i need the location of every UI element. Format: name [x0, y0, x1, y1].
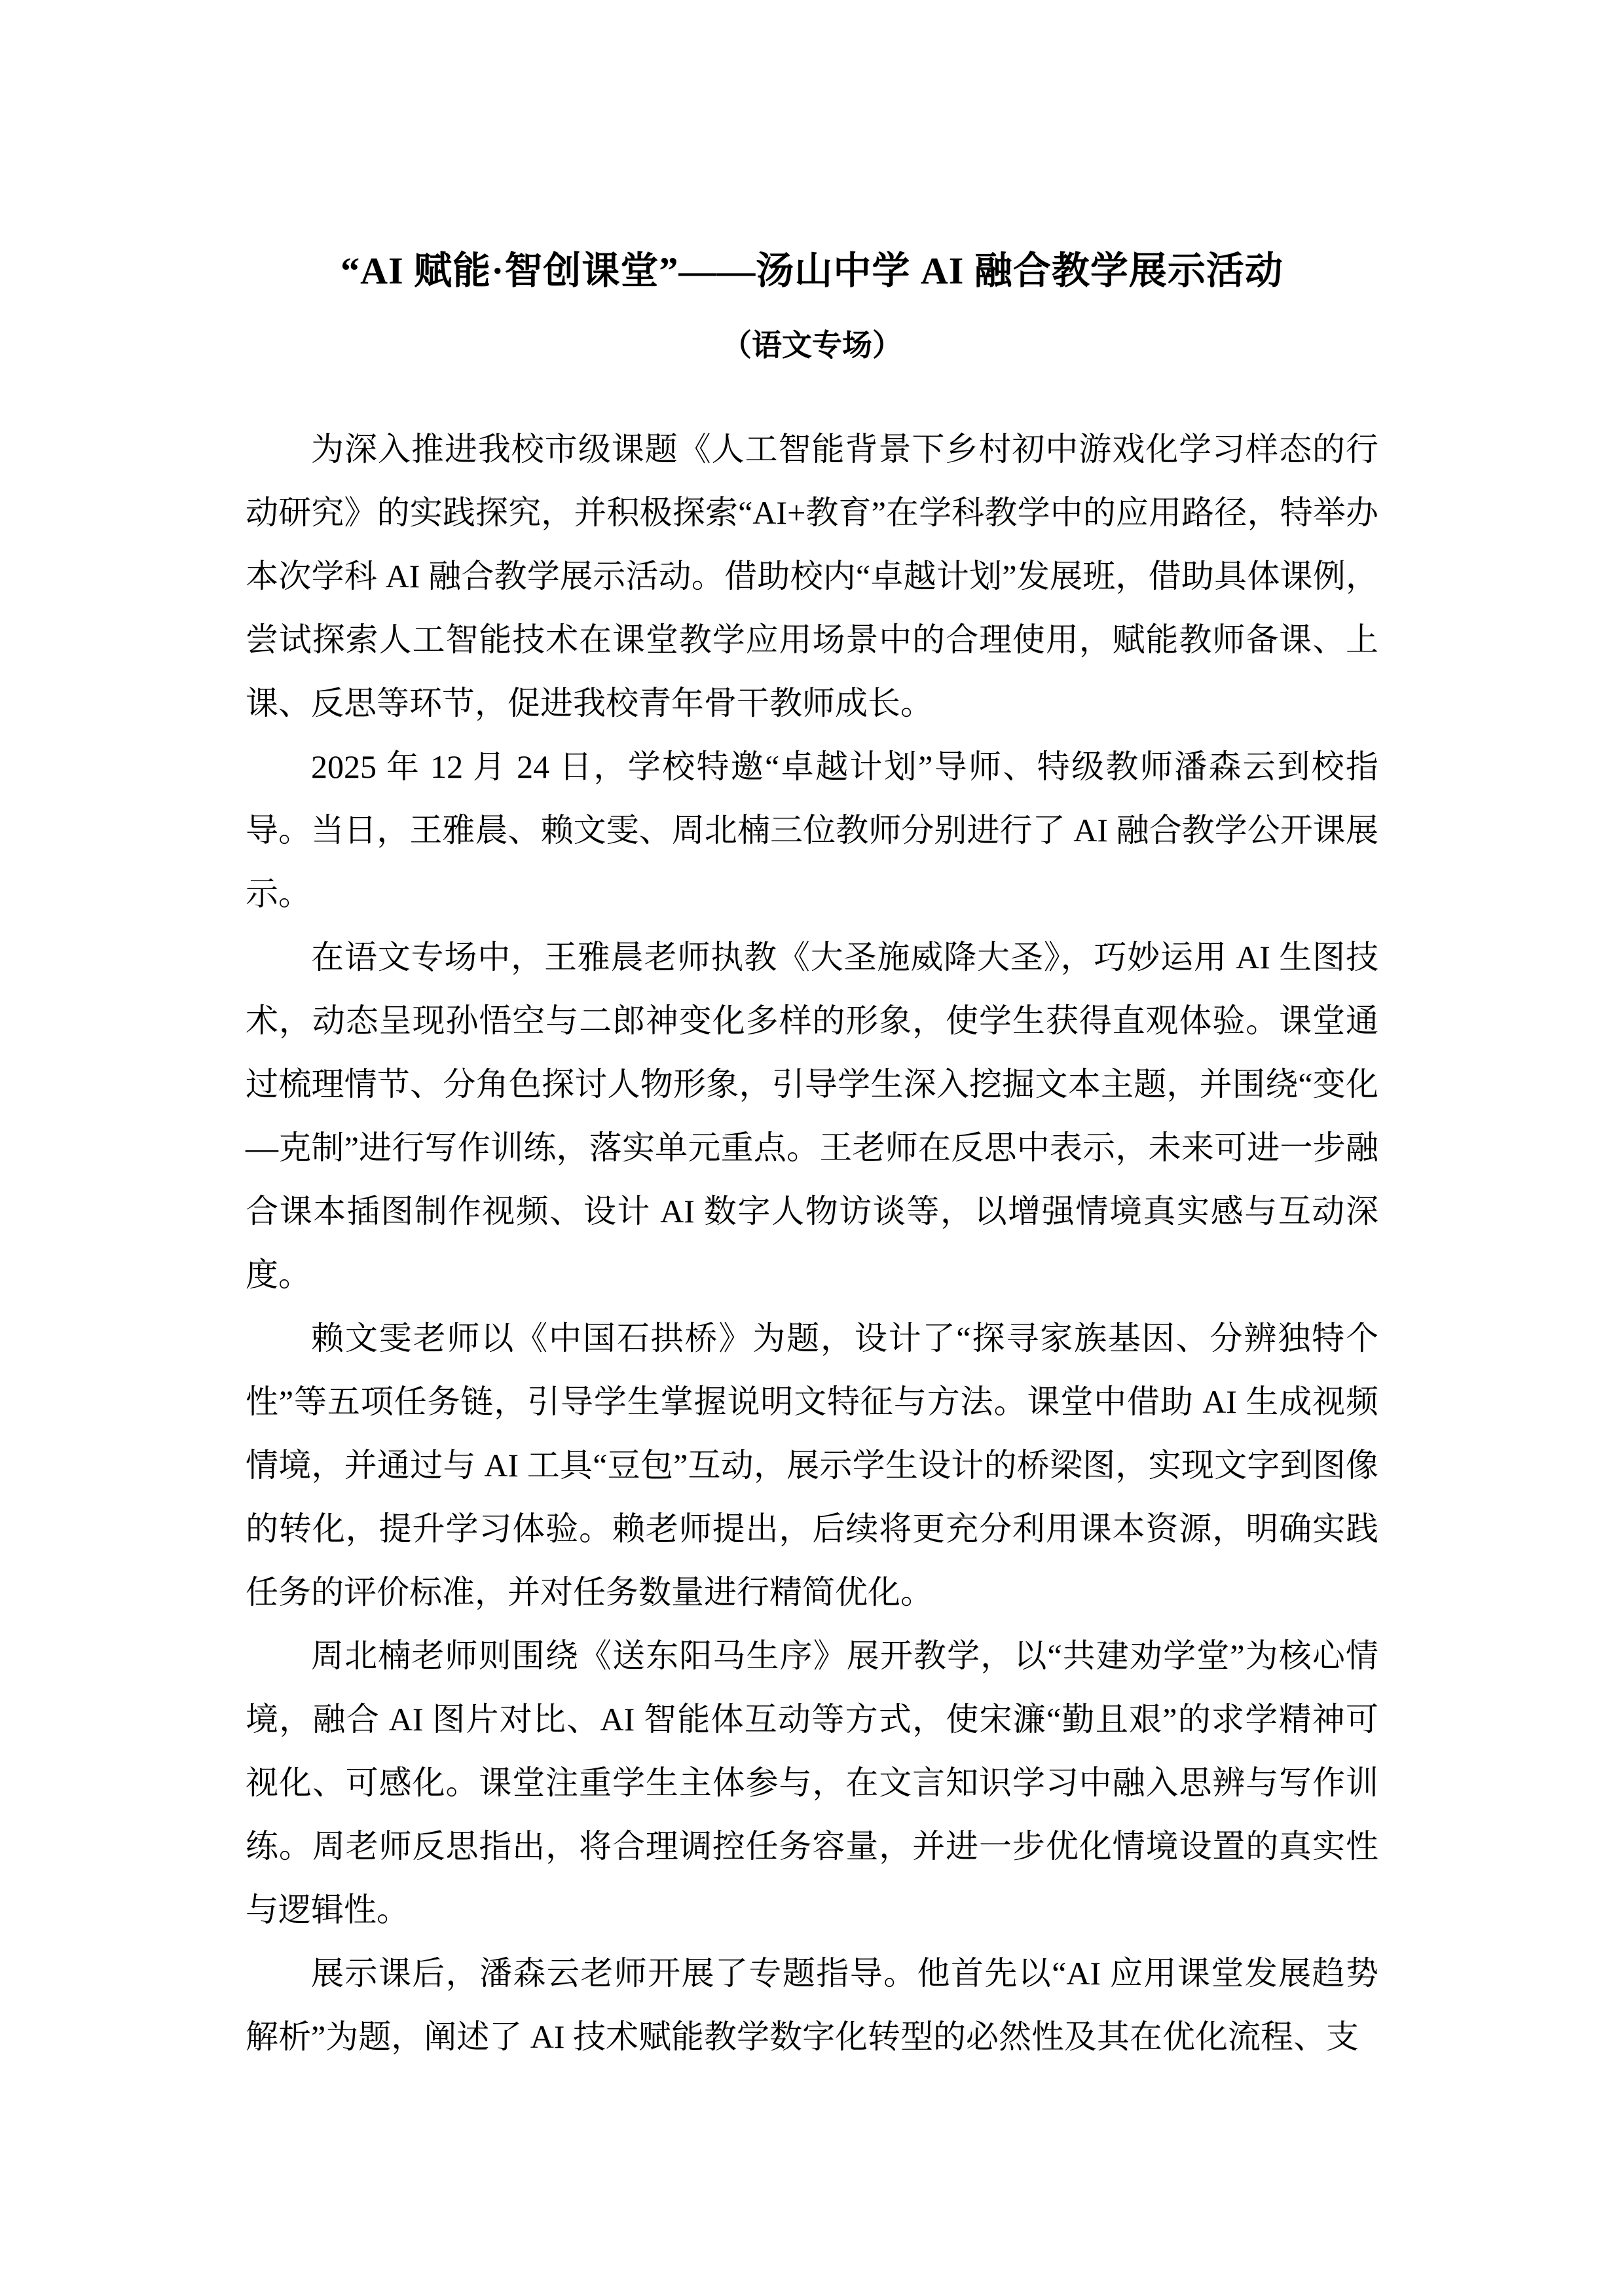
paragraph-intro: 为深入推进我校市级课题《人工智能背景下乡村初中游戏化学习样态的行动研究》的实践探究，并积极探索“AI+教育”在学科教学中的应用路径，特举办本次学科 AI 融合教学展示活动。借助校内“卓越计划”发展班，借助具体课例，尝试探索人工智能技术在课堂教学应用场景中的合理使用，赋能教师备课、上课、反思等环节，促进我校青年骨干教师成长。 — [246, 431, 1378, 721]
paragraph-teacher-zhou: 周北楠老师则围绕《送东阳马生序》展开教学，以“共建劝学堂”为核心情境，融合 AI 图片对比、AI 智能体互动等方式，使宋濂“勤且艰”的求学精神可视化、可感化。课堂注重学生主体参与，在文言知识学习中融入思辨与写作训练。周老师反思指出，将合理调控任务容量，并进一步优化情境设置的真实性与逻辑性。 — [246, 1637, 1378, 1928]
paragraph-teacher-wang: 在语文专场中，王雅晨老师执教《大圣施威降大圣》，巧妙运用 AI 生图技术，动态呈现孙悟空与二郎神变化多样的形象，使学生获得直观体验。课堂通过梳理情节、分角色探讨人物形象，引导学生深入挖掘文本主题，并围绕“变化—克制”进行写作训练，落实单元重点。王老师在反思中表示，未来可进一步融合课本插图制作视频、设计 AI 数字人物访谈等，以增强情境真实感与互动深度。 — [246, 939, 1378, 1293]
document-title: “AI 赋能·智创课堂”——汤山中学 AI 融合教学展示活动 — [341, 249, 1283, 292]
paragraph-event-date: 2025 年 12 月 24 日，学校特邀“卓越计划”导师、特级教师潘森云到校指导。当日，王雅晨、赖文雯、周北楠三位教师分别进行了 AI 融合教学公开课展示。 — [246, 748, 1378, 912]
document-body — [246, 418, 1378, 2069]
paragraph-expert-guidance: 展示课后，潘森云老师开展了专题指导。他首先以“AI 应用课堂发展趋势解析”为题，阐述了 AI 技术赋能教学数字化转型的必然性及其在优化流程、支 — [246, 1955, 1378, 2055]
paragraph-teacher-lai: 赖文雯老师以《中国石拱桥》为题，设计了“探寻家族基因、分辨独特个性”等五项任务链，引导学生掌握说明文特征与方法。课堂中借助 AI 生成视频情境，并通过与 AI 工具“豆包”互动，展示学生设计的桥梁图，实现文字到图像的转化，提升学习体验。赖老师提出，后续将更充分利用课本资源，明确实践任务的评价标准，并对任务数量进行精简优化。 — [246, 1320, 1378, 1611]
document-subtitle: （语文专场） — [722, 329, 902, 362]
document-content — [246, 242, 1378, 2069]
